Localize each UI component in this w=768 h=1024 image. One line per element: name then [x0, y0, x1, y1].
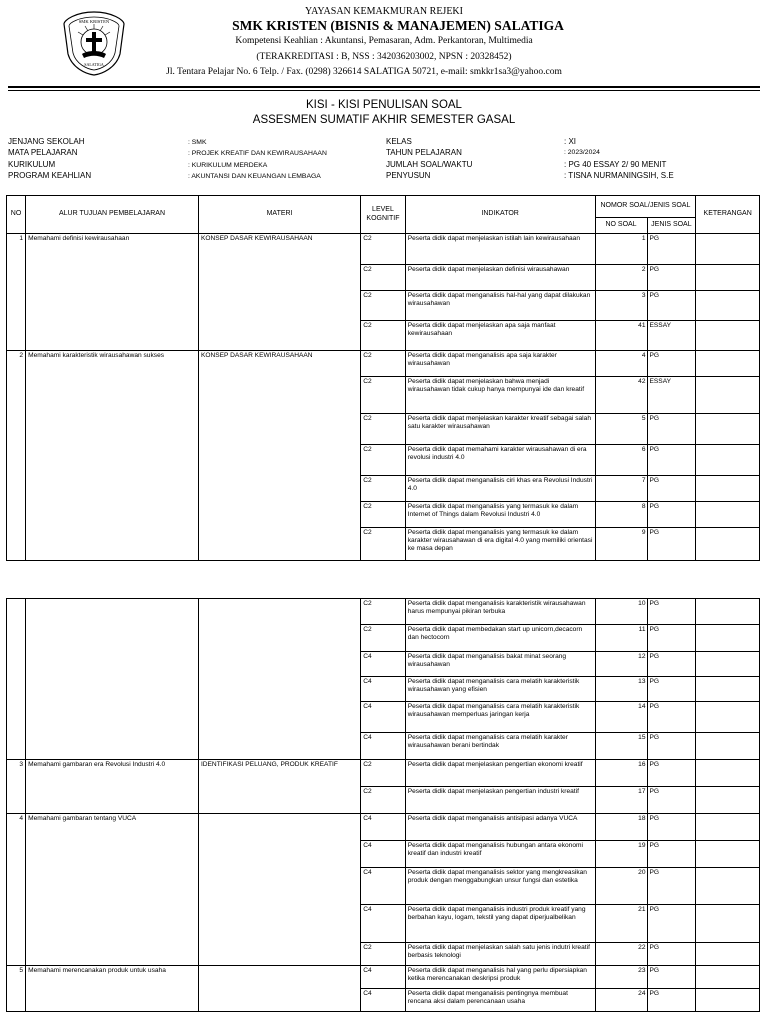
meta-value: : SMK	[188, 139, 207, 146]
cell-level: C4	[361, 677, 406, 702]
cell-indikator: Peserta didik dapat menganalisis apa saja karakter wirausahawan	[405, 351, 595, 377]
cell-jenis-soal: PG	[647, 445, 696, 476]
col-header-indikator: INDIKATOR	[405, 196, 595, 234]
cell-materi: KONSEP DASAR KEWIRAUSAHAAN	[198, 234, 360, 265]
cell-indikator: Peserta didik dapat menjelaskan pengertian ekonomi kreatif	[405, 760, 595, 787]
cell-keterangan	[696, 625, 760, 652]
cell-keterangan	[696, 677, 760, 702]
cell-indikator: Peserta didik dapat menganalisis cara melatih karakteristik wirausahawan yang efisien	[405, 677, 595, 702]
meta-label: JUMLAH SOAL/WAKTU	[386, 159, 473, 169]
meta-label: KURIKULUM	[8, 159, 56, 169]
grid-table-page1	[6, 195, 760, 561]
cell-no-soal: 9	[595, 528, 647, 561]
cell-jenis-soal: PG	[647, 868, 696, 905]
cell-materi: KONSEP DASAR KEWIRAUSAHAAN	[198, 351, 360, 377]
cell-indikator: Peserta didik dapat menganalisis yang termasuk ke dalam karakter wirausahawan di era digital 4.0 yang memiliki orientasi ke masa depan	[405, 528, 595, 561]
cell-no-soal: 24	[595, 989, 647, 1012]
cell-jenis-soal: PG	[647, 966, 696, 989]
table-row	[7, 652, 760, 677]
cell-no	[7, 787, 26, 814]
meta-label: PROGRAM KEAHLIAN	[8, 170, 92, 180]
cell-materi	[198, 943, 360, 966]
table-row	[7, 625, 760, 652]
cell-no	[7, 445, 26, 476]
cell-keterangan	[696, 528, 760, 561]
cell-jenis-soal: PG	[647, 291, 696, 321]
cell-alur	[26, 943, 199, 966]
cell-jenis-soal: ESSAY	[647, 321, 696, 351]
cell-jenis-soal: PG	[647, 989, 696, 1012]
table-row	[7, 351, 760, 377]
cell-no-soal: 17	[595, 787, 647, 814]
table-row	[7, 377, 760, 414]
cell-materi	[198, 989, 360, 1012]
cell-indikator: Peserta didik dapat menganalisis sektor yang mengkreasikan produk dengan menggabungkan unsur fungsi dan estetika	[405, 868, 595, 905]
meta-value: : PG 40 ESSAY 2/ 90 MENIT	[564, 159, 667, 169]
cell-jenis-soal: PG	[647, 234, 696, 265]
cell-no-soal: 41	[595, 321, 647, 351]
cell-no	[7, 989, 26, 1012]
meta-label: KELAS	[386, 137, 412, 146]
cell-materi	[198, 652, 360, 677]
doc-title-line2: ASSESMEN SUMATIF AKHIR SEMESTER GASAL	[252, 114, 516, 126]
cell-jenis-soal: PG	[647, 414, 696, 445]
table-row	[7, 414, 760, 445]
cell-materi	[198, 445, 360, 476]
cell-no-soal: 3	[595, 291, 647, 321]
cell-jenis-soal: PG	[647, 476, 696, 502]
table-row	[7, 760, 760, 787]
cell-jenis-soal: PG	[647, 265, 696, 291]
cell-no	[7, 599, 26, 625]
cell-alur	[26, 787, 199, 814]
cell-alur	[26, 989, 199, 1012]
cell-level: C2	[361, 943, 406, 966]
table-row	[7, 476, 760, 502]
cell-alur: Memahami karakteristik wirausahawan sukses	[26, 351, 199, 377]
cell-level: C4	[361, 905, 406, 943]
letterhead	[0, 0, 768, 90]
cell-jenis-soal: PG	[647, 814, 696, 841]
letterhead-divider-thin	[8, 90, 760, 91]
cell-indikator: Peserta didik dapat menjelaskan pengertian industri kreatif	[405, 787, 595, 814]
table-row	[7, 702, 760, 733]
cell-no	[7, 321, 26, 351]
table-row	[7, 291, 760, 321]
cell-no-soal: 42	[595, 377, 647, 414]
cell-indikator: Peserta didik dapat menganalisis pentingnya membuat rencana aksi dalam perencanaan usaha	[405, 989, 595, 1012]
cell-keterangan	[696, 905, 760, 943]
cell-keterangan	[696, 321, 760, 351]
cell-materi: IDENTIFIKASI PELUANG, PRODUK KREATIF	[198, 760, 360, 787]
cell-jenis-soal: PG	[647, 841, 696, 868]
meta-left-labels	[8, 136, 188, 181]
cell-no	[7, 733, 26, 760]
meta-label: MATA PELAJARAN	[8, 148, 78, 158]
cell-keterangan	[696, 787, 760, 814]
cell-no-soal: 8	[595, 502, 647, 528]
cell-alur	[26, 291, 199, 321]
cell-no	[7, 291, 26, 321]
cell-indikator: Peserta didik dapat menganalisis yang termasuk ke dalam Internet of Things dalam Revolusi Industri 4.0	[405, 502, 595, 528]
cell-level: C2	[361, 377, 406, 414]
cell-materi	[198, 377, 360, 414]
cell-indikator: Peserta didik dapat memahami karakter wirausahawan di era revolusi industri 4.0	[405, 445, 595, 476]
cell-level: C4	[361, 702, 406, 733]
cell-jenis-soal: PG	[647, 351, 696, 377]
cell-indikator: Peserta didik dapat menjelaskan karakter kreatif sebagai salah satu karakter wirausahawan	[405, 414, 595, 445]
cell-alur	[26, 321, 199, 351]
accreditation-line: (TERAKREDITASI : B, NSS : 342036203002, NPSN : 20328452)	[256, 52, 512, 62]
cell-alur	[26, 625, 199, 652]
cell-no	[7, 652, 26, 677]
cell-no-soal: 1	[595, 234, 647, 265]
cell-indikator: Peserta didik dapat menganalisis cara melatih karakteristik wirausahawan memperluas jaringan kerja	[405, 702, 595, 733]
cell-materi	[198, 414, 360, 445]
cell-keterangan	[696, 291, 760, 321]
cell-level: C2	[361, 321, 406, 351]
cell-indikator: Peserta didik dapat menganalisis ciri khas era Revolusi Industri 4.0	[405, 476, 595, 502]
table-row	[7, 814, 760, 841]
cell-jenis-soal: PG	[647, 760, 696, 787]
cell-keterangan	[696, 445, 760, 476]
cell-materi	[198, 476, 360, 502]
cell-keterangan	[696, 760, 760, 787]
cell-indikator: Peserta didik dapat menjelaskan salah satu jenis indutri kreatif berbasis teknologi	[405, 943, 595, 966]
meta-value: : TISNA NURMANINGSIH, S.E	[564, 170, 674, 180]
cell-alur	[26, 476, 199, 502]
table-row	[7, 321, 760, 351]
cell-no: 3	[7, 760, 26, 787]
cell-materi	[198, 599, 360, 625]
address-line: Jl. Tentara Pelajar No. 6 Telp. / Fax. (0298) 326614 SALATIGA 50721, e-mail: smkkr1sa3@yahoo.com	[166, 67, 562, 77]
cell-level: C2	[361, 625, 406, 652]
cell-materi	[198, 321, 360, 351]
foundation-name: YAYASAN KEMAKMURAN REJEKI	[305, 6, 463, 17]
cell-level: C2	[361, 234, 406, 265]
meta-value: : PROJEK KREATIF DAN KEWIRAUSAHAAN	[188, 150, 327, 158]
col-header-keterangan: KETERANGAN	[696, 196, 760, 234]
cell-materi	[198, 868, 360, 905]
cell-keterangan	[696, 502, 760, 528]
cell-keterangan	[696, 476, 760, 502]
cell-no	[7, 841, 26, 868]
cell-level: C2	[361, 414, 406, 445]
cell-materi	[198, 733, 360, 760]
cell-alur	[26, 733, 199, 760]
cell-keterangan	[696, 733, 760, 760]
cell-no-soal: 2	[595, 265, 647, 291]
cell-keterangan	[696, 966, 760, 989]
cell-jenis-soal: PG	[647, 733, 696, 760]
col-header-no: NO	[7, 196, 26, 234]
doc-title-line1: KISI - KISI PENULISAN SOAL	[306, 99, 462, 111]
cell-alur	[26, 445, 199, 476]
cell-jenis-soal: PG	[647, 528, 696, 561]
cell-keterangan	[696, 265, 760, 291]
col-header-materi: MATERI	[198, 196, 360, 234]
table-row	[7, 841, 760, 868]
cell-keterangan	[696, 652, 760, 677]
table-row	[7, 787, 760, 814]
cell-no	[7, 502, 26, 528]
cell-no	[7, 677, 26, 702]
cell-level: C4	[361, 814, 406, 841]
cell-alur	[26, 702, 199, 733]
cell-indikator: Peserta didik dapat menganalisis industri produk kreatif yang berbahan kayu, logam, tekstil yang dapat diperjualbelikan	[405, 905, 595, 943]
cell-alur	[26, 841, 199, 868]
cell-materi	[198, 265, 360, 291]
cell-no	[7, 528, 26, 561]
cell-materi	[198, 702, 360, 733]
table-row	[7, 989, 760, 1012]
cell-alur	[26, 905, 199, 943]
meta-value: : AKUNTANSI DAN KEUANGAN LEMBAGA	[188, 172, 321, 180]
table-row	[7, 966, 760, 989]
grid-table-page2	[6, 598, 760, 1012]
cell-jenis-soal: PG	[647, 677, 696, 702]
logo-bottom-text: SALATIGA	[84, 62, 104, 67]
cell-level: C4	[361, 733, 406, 760]
cell-indikator: Peserta didik dapat menganalisis hal-hal yang dapat dilakukan wirausahawan	[405, 291, 595, 321]
cell-level: C2	[361, 502, 406, 528]
cell-no-soal: 22	[595, 943, 647, 966]
col-header-alur: ALUR TUJUAN PEMBELAJARAN	[26, 196, 199, 234]
table-row	[7, 868, 760, 905]
meta-label: TAHUN PELAJARAN	[386, 148, 462, 158]
cell-jenis-soal: PG	[647, 502, 696, 528]
cell-no-soal: 21	[595, 905, 647, 943]
cell-indikator: Peserta didik dapat menganalisis cara melatih karakter wirausahawan berani bertindak	[405, 733, 595, 760]
cell-level: C2	[361, 760, 406, 787]
table-row	[7, 234, 760, 265]
col-header-level: LEVEL KOGNITIF	[361, 196, 406, 234]
cell-level: C2	[361, 291, 406, 321]
cell-no-soal: 15	[595, 733, 647, 760]
cell-no: 1	[7, 234, 26, 265]
cell-jenis-soal: PG	[647, 905, 696, 943]
cell-jenis-soal: PG	[647, 702, 696, 733]
cell-keterangan	[696, 702, 760, 733]
cell-indikator: Peserta didik dapat menganalisis karakteristik wirausahawan harus mempunyai pikiran terbuka	[405, 599, 595, 625]
cell-level: C4	[361, 966, 406, 989]
school-name: SMK KRISTEN (BISNIS & MANAJEMEN) SALATIGA	[232, 18, 564, 33]
cell-materi	[198, 787, 360, 814]
cell-indikator: Peserta didik dapat menganalisis hal yang perlu dipersiapkan ketika merencanakan deskripsi produk	[405, 966, 595, 989]
meta-right-labels	[386, 136, 556, 181]
cell-jenis-soal: PG	[647, 787, 696, 814]
cell-alur	[26, 528, 199, 561]
meta-right-values	[564, 136, 764, 181]
table-row	[7, 528, 760, 561]
cell-keterangan	[696, 377, 760, 414]
cell-alur: Memahami gambaran era Revolusi Industri 4.0	[26, 760, 199, 787]
cell-no-soal: 13	[595, 677, 647, 702]
cell-no-soal: 12	[595, 652, 647, 677]
cell-materi	[198, 625, 360, 652]
cell-no-soal: 10	[595, 599, 647, 625]
cell-no	[7, 377, 26, 414]
cell-no-soal: 14	[595, 702, 647, 733]
cell-keterangan	[696, 841, 760, 868]
cell-level: C4	[361, 868, 406, 905]
cell-no-soal: 23	[595, 966, 647, 989]
cell-no-soal: 20	[595, 868, 647, 905]
cell-keterangan	[696, 989, 760, 1012]
table-row	[7, 943, 760, 966]
cell-level: C2	[361, 445, 406, 476]
table-row	[7, 502, 760, 528]
cell-level: C2	[361, 476, 406, 502]
cell-alur	[26, 265, 199, 291]
cell-no-soal: 18	[595, 814, 647, 841]
meta-label: PENYUSUN	[386, 170, 431, 180]
cell-alur	[26, 677, 199, 702]
cell-materi	[198, 905, 360, 943]
cell-level: C4	[361, 841, 406, 868]
cell-no-soal: 19	[595, 841, 647, 868]
table-row	[7, 905, 760, 943]
competency-line: Kompetensi Keahlian : Akuntansi, Pemasaran, Adm. Perkantoran, Multimedia	[235, 36, 533, 46]
cell-alur: Memahami definisi kewirausahaan	[26, 234, 199, 265]
table-row	[7, 265, 760, 291]
cell-keterangan	[696, 943, 760, 966]
cell-materi	[198, 841, 360, 868]
cell-materi	[198, 502, 360, 528]
cell-jenis-soal: PG	[647, 943, 696, 966]
table-row	[7, 599, 760, 625]
cell-jenis-soal: PG	[647, 652, 696, 677]
cell-indikator: Peserta didik dapat menganalisis antisipasi adanya VUCA	[405, 814, 595, 841]
col-header-jenis-soal: JENIS SOAL	[647, 218, 696, 234]
cell-materi	[198, 814, 360, 841]
cell-jenis-soal: PG	[647, 625, 696, 652]
letterhead-divider	[8, 86, 760, 88]
cell-keterangan	[696, 234, 760, 265]
cell-no: 2	[7, 351, 26, 377]
cell-no	[7, 943, 26, 966]
cell-alur	[26, 868, 199, 905]
col-header-nomor-group: NOMOR SOAL/JENIS SOAL	[595, 196, 696, 218]
cell-no-soal: 16	[595, 760, 647, 787]
cell-no	[7, 414, 26, 445]
cell-level: C2	[361, 599, 406, 625]
cell-alur: Memahami gambaran tentang VUCA	[26, 814, 199, 841]
cell-jenis-soal: PG	[647, 599, 696, 625]
cell-alur	[26, 414, 199, 445]
cell-materi	[198, 966, 360, 989]
table-row	[7, 677, 760, 702]
cell-level: C2	[361, 351, 406, 377]
cell-no	[7, 905, 26, 943]
cell-indikator: Peserta didik dapat menganalisis hubungan antara ekonomi kreatif dan industri kreatif	[405, 841, 595, 868]
cell-level: C4	[361, 652, 406, 677]
cell-indikator: Peserta didik dapat menganalisis bakat minat seorang wirausahawan	[405, 652, 595, 677]
cell-jenis-soal: ESSAY	[647, 377, 696, 414]
meta-left-values	[188, 137, 378, 182]
cell-level: C2	[361, 787, 406, 814]
cell-alur	[26, 377, 199, 414]
cell-indikator: Peserta didik dapat membedakan start up unicorn,decacorn dan hectocorn	[405, 625, 595, 652]
cell-alur: Memahami merencanakan produk untuk usaha	[26, 966, 199, 989]
cell-keterangan	[696, 414, 760, 445]
cell-alur	[26, 652, 199, 677]
cell-no: 4	[7, 814, 26, 841]
cell-materi	[198, 291, 360, 321]
cell-no	[7, 868, 26, 905]
meta-value: : KURIKULUM MERDEKA	[188, 161, 268, 169]
cell-no	[7, 702, 26, 733]
col-header-no-soal: NO SOAL	[595, 218, 647, 234]
cell-indikator: Peserta didik dapat menjelaskan bahwa menjadi wirausahawan tidak cukup hanya mempunyai ide dan kreatif	[405, 377, 595, 414]
meta-value: : XI	[564, 137, 577, 146]
cell-no-soal: 5	[595, 414, 647, 445]
cell-no-soal: 6	[595, 445, 647, 476]
cell-alur	[26, 599, 199, 625]
cell-no	[7, 625, 26, 652]
meta-value: : 2023/2024	[564, 149, 600, 157]
table-row	[7, 445, 760, 476]
cell-keterangan	[696, 351, 760, 377]
cell-materi	[198, 677, 360, 702]
cell-level: C2	[361, 265, 406, 291]
meta-label: JENJANG SEKOLAH	[8, 137, 85, 146]
cell-indikator: Peserta didik dapat menjelaskan definisi wirausahawan	[405, 265, 595, 291]
cell-level: C4	[361, 989, 406, 1012]
cell-no-soal: 4	[595, 351, 647, 377]
cell-indikator: Peserta didik dapat menjelaskan istilah lain kewirausahaan	[405, 234, 595, 265]
table-row	[7, 733, 760, 760]
cell-no: 5	[7, 966, 26, 989]
cell-level: C2	[361, 528, 406, 561]
cell-indikator: Peserta didik dapat menjelaskan apa saja manfaat kewirausahaan	[405, 321, 595, 351]
logo-top-text: SMK KRISTEN	[78, 19, 110, 24]
cell-no	[7, 476, 26, 502]
cell-alur	[26, 502, 199, 528]
cell-keterangan	[696, 868, 760, 905]
cell-no-soal: 11	[595, 625, 647, 652]
cell-no	[7, 265, 26, 291]
cell-materi	[198, 528, 360, 561]
cell-keterangan	[696, 814, 760, 841]
cell-keterangan	[696, 599, 760, 625]
cell-no-soal: 7	[595, 476, 647, 502]
